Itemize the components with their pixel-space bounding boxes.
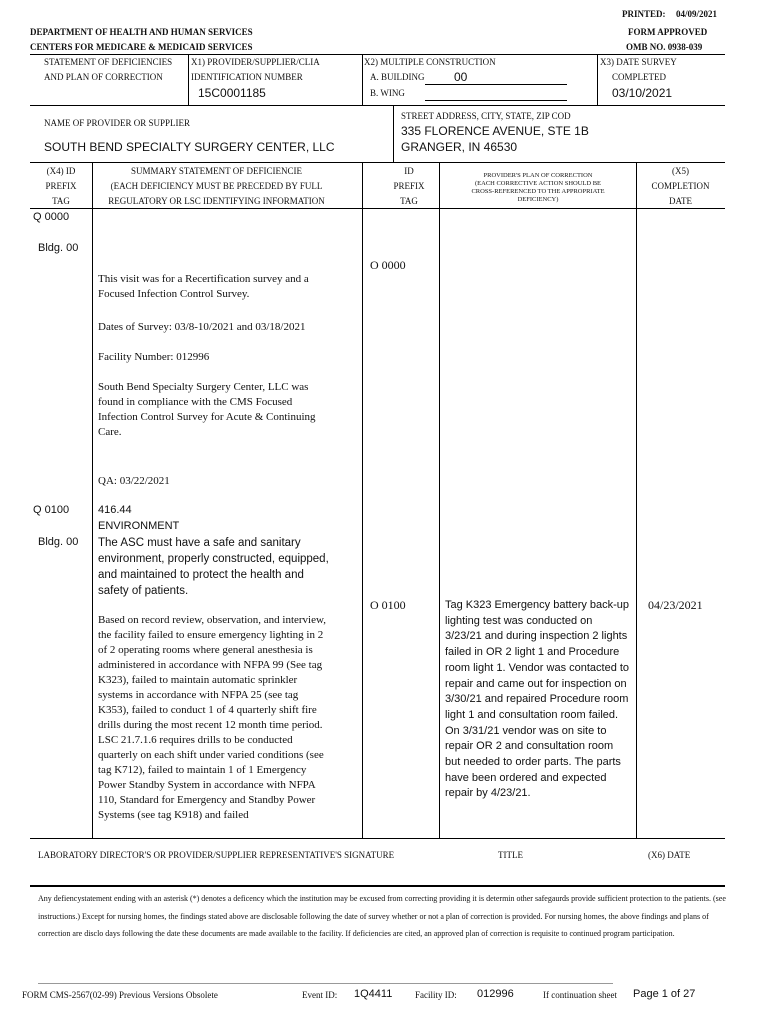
facility-id-value: 012996 [477, 988, 514, 1000]
col-plan-2: (EACH CORRECTIVE ACTION SHOULD BE [474, 180, 602, 187]
q0000-tag: Q 0000 [33, 211, 70, 223]
facility-id-label: Facility ID: [415, 990, 457, 1000]
continuation-label: If continuation sheet [543, 990, 617, 1000]
rule [362, 54, 363, 105]
q0100-tag: Q 0100 [33, 504, 70, 516]
col-summary-1: SUMMARY STATEMENT OF DEFICIENCIE [130, 166, 303, 176]
q0100-bldg: Bldg. 00 [38, 536, 79, 548]
statement-label-1: STATEMENT OF DEFICIENCIES [44, 57, 173, 67]
q0000-summary-p2: Dates of Survey: 03/8-10/2021 and 03/18/2021 [98, 321, 306, 333]
x6-date-label: (X6) DATE [648, 850, 691, 860]
col-summary-2: (EACH DEFICIENCY MUST BE PRECEDED BY FULL [110, 181, 323, 191]
col-id-tag: TAG [400, 196, 418, 206]
x2-building-value: 00 [454, 70, 468, 84]
x2-wing-label: B. WING [370, 88, 405, 98]
rule [393, 105, 394, 162]
col-plan-4: DEFICIENCY) [517, 196, 559, 203]
o0000-tag: O 0000 [370, 258, 406, 272]
page-number: Page 1 of 27 [633, 988, 696, 1000]
omb-number: OMB NO. 0938-039 [626, 42, 703, 52]
rule [38, 983, 613, 984]
rule [362, 162, 363, 838]
col-x4-id: (X4) ID [46, 166, 76, 176]
col-x4-prefix: PREFIX [45, 181, 77, 191]
q0100-completion-date: 04/23/2021 [648, 598, 703, 612]
x1-label-2: IDENTIFICATION NUMBER [191, 72, 303, 82]
col-x5-completion: COMPLETION [651, 181, 710, 191]
x3-label-2: COMPLETED [612, 72, 666, 82]
rule [425, 84, 567, 85]
q0000-summary-p3: Facility Number: 012996 [98, 351, 210, 363]
director-signature-label: LABORATORY DIRECTOR'S OR PROVIDER/SUPPLIER REPRESENTATIVE'S SIGNATURE [38, 850, 395, 860]
col-id-prefix: PREFIX [393, 181, 425, 191]
col-x5: (X5) [672, 166, 689, 176]
address-line-2: GRANGER, IN 46530 [401, 140, 518, 154]
rule [30, 162, 725, 163]
col-id: ID [404, 166, 414, 176]
rule [30, 105, 725, 106]
q0100-code: 416.44 [98, 504, 132, 516]
dept-title: DEPARTMENT OF HEALTH AND HUMAN SERVICES [30, 27, 253, 37]
q0000-summary-p1: This visit was for a Recertification survey and a Focused Infection Control Survey. [98, 273, 309, 300]
rule [30, 208, 725, 209]
rule [30, 885, 725, 887]
col-x4-tag: TAG [52, 196, 70, 206]
q0100-plan-of-correction: Tag K323 Emergency battery back-up lighting test was conducted on 3/23/21 and during inspection 2 lights failed in OR 2 light 1 and Procedure room light 1. Vendor was contacted to repair and came out for inspection on 3/30/21 and repaired Procedure room light 1 and consultation room failed. On 3/31/21 vendor was on site to repair OR 2 and consultation room but needed to order parts. The parts have been ordered and expected repair by 4/23/21. [445, 599, 630, 800]
provider-name: SOUTH BEND SPECIALTY SURGERY CENTER, LLC [44, 140, 335, 154]
rule [425, 100, 567, 101]
printed-label: PRINTED: [622, 9, 666, 19]
address-label: STREET ADDRESS, CITY, STATE, ZIP COD [401, 111, 571, 121]
q0100-regulation: The ASC must have a safe and sanitary environment, properly constructed, equipped, and maintained to protect the health and safety of patients. [98, 537, 329, 597]
x1-label: X1) PROVIDER/SUPPLIER/CLIA [191, 57, 320, 67]
rule [636, 162, 637, 838]
statement-label-2: AND PLAN OF CORRECTION [44, 72, 163, 82]
centers-title: CENTERS FOR MEDICARE & MEDICAID SERVICES [30, 42, 253, 52]
q0000-qa: QA: 03/22/2021 [98, 475, 170, 487]
rule [30, 838, 725, 839]
event-id-value: 1Q4411 [354, 988, 393, 1000]
rule [188, 54, 189, 105]
o0100-tag: O 0100 [370, 598, 406, 612]
col-plan-3: CROSS-REFERENCED TO THE APPROPRIATE [471, 188, 605, 195]
col-x5-date: DATE [669, 196, 692, 206]
provider-name-label: NAME OF PROVIDER OR SUPPLIER [44, 118, 191, 128]
col-plan-1: PROVIDER'S PLAN OF CORRECTION [483, 172, 593, 179]
col-summary-3: REGULATORY OR LSC IDENTIFYING INFORMATION [108, 196, 325, 206]
rule [30, 54, 725, 55]
title-label: TITLE [498, 850, 523, 860]
form-number: FORM CMS-2567(02-99) Previous Versions Obsolete [22, 990, 218, 1000]
x3-label: X3) DATE SURVEY [600, 57, 677, 67]
disclosure-notice: Any defiencystatement ending with an asterisk (*) denotes a deficency which the institution may be excused from correcting providing it is determin other safegaurds provide sufficient protection to the patients. (see instructions.) Except for nursing homes, the findings stated above are disclosable following the date of survey whether or not a plan of correction is provided. For nursing homes, the above findings and plans of correction are disclo days following the date these documents are made available to the facility. If deficiencies are cited, an approved plan of correction is requisite to continued program participation. [38, 894, 726, 938]
rule [92, 162, 93, 838]
x3-survey-date: 03/10/2021 [612, 86, 673, 100]
q0100-finding: Based on record review, observation, and interview, the facility failed to ensure emergency lighting in 2 of 2 operating rooms where general anesthesia is administered in accordance with NFPA 99 (See tag K323), failed to maintain automatic sprinkler systems in accordance with NFPA 25 (see tag K353), failed to conduct 1 of 4 quarterly shift fire drills during the most recent 12 month time period. LSC 21.7.1.6 requires drills to be conducted quarterly on each shift under varied conditions (see tag K712), failed to maintain 1 of 1 Emergency Power Standby System in accordance with NFPA 110, Standard for Emergency and Standby Power Systems (see tag K918) and failed [98, 614, 326, 821]
x2-building-label: A. BUILDING [370, 72, 425, 82]
q0000-summary-p4: South Bend Specialty Surgery Center, LLC was found in compliance with the CMS Focused Infection Control Survey for Acute & Continuing Care. [98, 381, 316, 438]
rule [597, 54, 598, 105]
address-line-1: 335 FLORENCE AVENUE, STE 1B [401, 124, 589, 138]
x1-provider-id: 15C0001185 [198, 86, 266, 100]
form-approved: FORM APPROVED [628, 27, 708, 37]
printed-date: 04/09/2021 [676, 9, 718, 19]
q0100-title: ENVIRONMENT [98, 520, 180, 532]
rule [439, 162, 440, 838]
x2-label: X2) MULTIPLE CONSTRUCTION [364, 57, 496, 67]
event-id-label: Event ID: [302, 990, 338, 1000]
q0000-bldg: Bldg. 00 [38, 242, 79, 254]
